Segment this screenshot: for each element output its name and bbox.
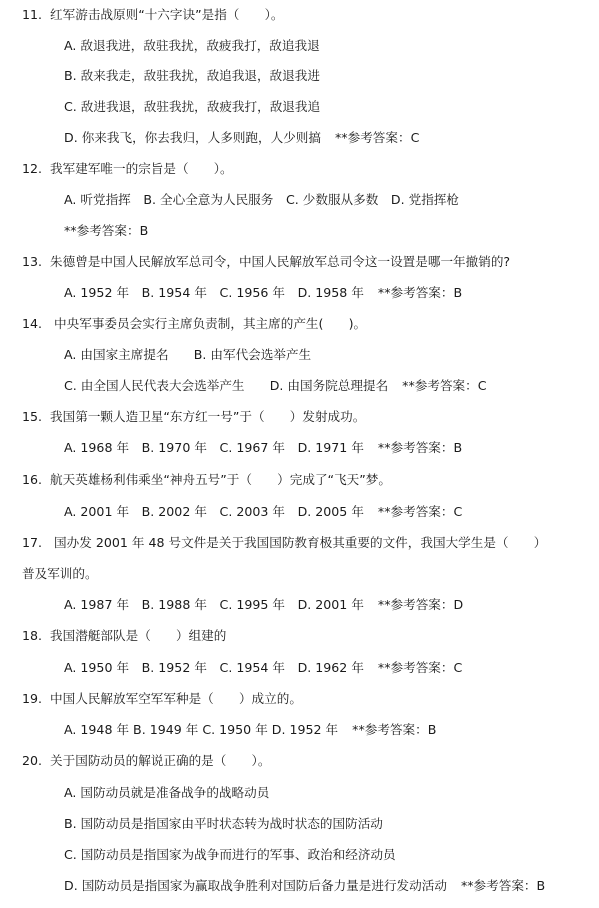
question-number: 20. xyxy=(22,753,43,768)
question-text-continued: 普及军训的。 xyxy=(22,566,98,581)
option-line: C. 由全国人民代表大会选举产生 D. 由国务院总理提名 **参考答案：C xyxy=(64,378,487,393)
question-17 xyxy=(22,535,546,551)
question-text: 关于国防动员的解说正确的是（ ）。 xyxy=(50,753,271,768)
question-text: 我国第一颗人造卫星“东方红一号”于（ ）发射成功。 xyxy=(50,409,366,424)
option-line: B. 敌来我走，敌驻我扰，敌追我退，敌退我进 xyxy=(64,68,320,83)
answer-key: **参考答案：B xyxy=(352,722,437,737)
answer-key: **参考答案：C xyxy=(335,130,420,145)
answer-key: **参考答案：C xyxy=(377,504,463,519)
question-text: 中央军事委员会实行主席负责制，其主席的产生( )。 xyxy=(54,316,367,331)
question-number: 14. xyxy=(22,316,43,331)
question-14 xyxy=(22,316,366,332)
option-line: C. 敌进我退，敌驻我扰，敌疲我打，敌退我追 xyxy=(64,99,321,114)
option-line: A. 听党指挥 B. 全心全意为人民服务 C. 少数服从多数 D. 党指挥枪 xyxy=(64,192,459,207)
question-number: 12. xyxy=(22,161,43,176)
question-number: 16. xyxy=(22,472,43,487)
answer-key: **参考答案：B xyxy=(377,285,463,300)
question-20 xyxy=(22,753,270,769)
option-line: D. 国防动员是指国家为赢取战争胜利对国防后备力量是进行发动活动 **参考答案：B xyxy=(64,878,546,893)
question-text: 航天英雄杨利伟乘坐“神舟五号”于（ ）完成了“飞天”梦。 xyxy=(50,472,391,487)
answer-key: **参考答案：B xyxy=(377,440,463,455)
question-12 xyxy=(22,161,233,177)
question-number: 11. xyxy=(22,7,43,22)
answer-key: **参考答案：C xyxy=(377,660,463,675)
option-line: A. 国防动员就是准备战争的战略动员 xyxy=(64,785,270,800)
answer-key: **参考答案：C xyxy=(402,378,487,393)
question-number: 19. xyxy=(22,691,43,706)
question-number: 13. xyxy=(22,254,43,269)
option-line: A. 1948 年 B. 1949 年 C. 1950 年 D. 1952 年 **参考答案：B xyxy=(64,722,437,737)
question-text: 我军建军唯一的宗旨是（ ）。 xyxy=(50,161,233,176)
question-number: 15. xyxy=(22,409,43,424)
question-19 xyxy=(22,691,302,707)
option-line: A. 1950 年 B. 1952 年 C. 1954 年 D. 1962 年 **参考答案：C xyxy=(64,660,463,675)
question-11 xyxy=(22,7,283,23)
question-15 xyxy=(22,409,365,425)
answer-key: **参考答案：B xyxy=(460,878,546,893)
option-line: C. 国防动员是指国家为战争而进行的军事、政治和经济动员 xyxy=(64,847,396,862)
option-line: A. 由国家主席提名 B. 由军代会选举产生 xyxy=(64,347,312,362)
question-18 xyxy=(22,628,226,644)
answer-key: **参考答案：D xyxy=(377,597,464,612)
option-line: A. 1987 年 B. 1988 年 C. 1995 年 D. 2001 年 **参考答案：D xyxy=(64,597,464,612)
question-text: 红军游击战原则“十六字诀”是指（ ）。 xyxy=(50,7,284,22)
option-line: B. 国防动员是指国家由平时状态转为战时状态的国防活动 xyxy=(64,816,383,831)
option-line: A. 1952 年 B. 1954 年 C. 1956 年 D. 1958 年 **参考答案：B xyxy=(64,285,463,300)
question-number: 18. xyxy=(22,628,43,643)
question-number: 17. xyxy=(22,535,43,550)
option-line: D. 你来我飞，你去我归，人多则跑，人少则搞 **参考答案：C xyxy=(64,130,420,145)
option-line: A. 1968 年 B. 1970 年 C. 1967 年 D. 1971 年 **参考答案：B xyxy=(64,440,463,455)
question-13 xyxy=(22,254,510,270)
answer-key: **参考答案：B xyxy=(64,223,149,238)
question-16 xyxy=(22,472,391,488)
option-line: A. 敌退我进，敌驻我扰，敌疲我打，敌追我退 xyxy=(64,38,320,53)
question-text: 中国人民解放军空军军种是（ ）成立的。 xyxy=(50,691,302,706)
question-text: 国办发 2001 年 48 号文件是关于我国国防教育极其重要的文件，我国大学生是（ ） xyxy=(54,535,547,550)
option-line: A. 2001 年 B. 2002 年 C. 2003 年 D. 2005 年 **参考答案：C xyxy=(64,504,463,519)
question-text: 朱德曾是中国人民解放军总司令，中国人民解放军总司令这一设置是哪一年撤销的? xyxy=(50,254,511,269)
question-text: 我国潜艇部队是（ ）组建的 xyxy=(50,628,227,643)
